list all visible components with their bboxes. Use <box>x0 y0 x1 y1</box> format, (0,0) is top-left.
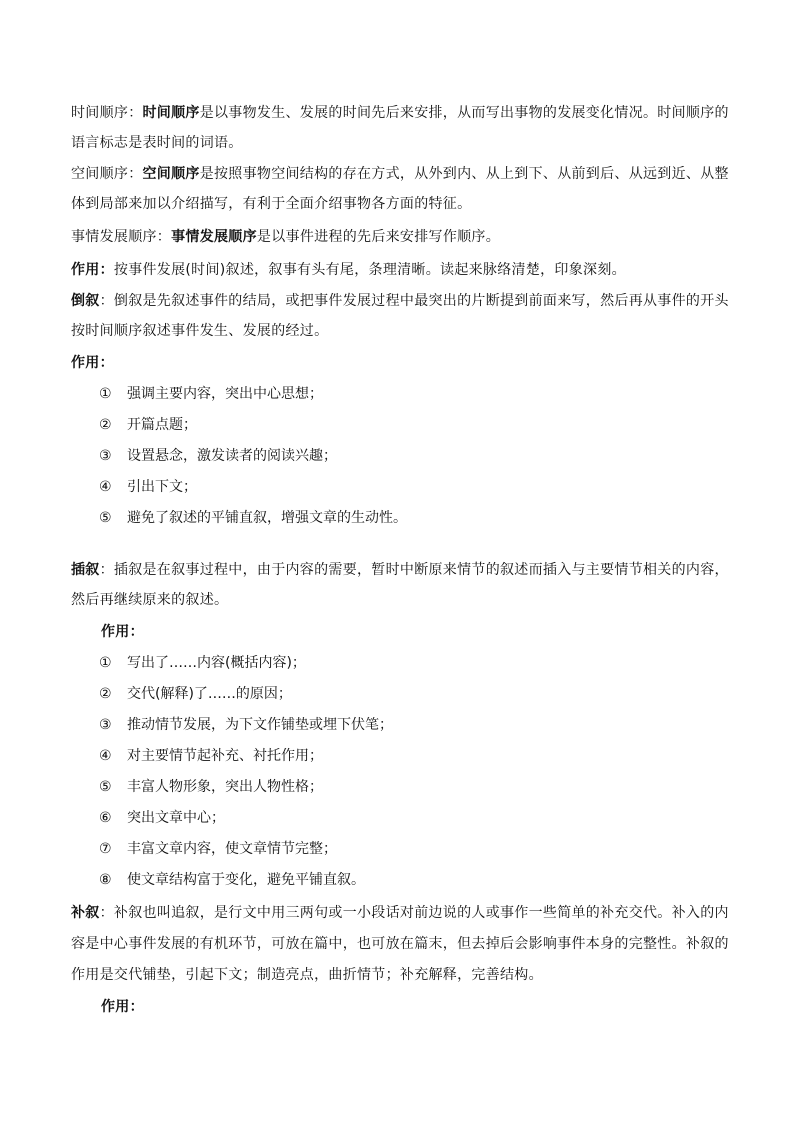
time-order-paragraph <box>71 103 729 123</box>
supplement-line-3: 作用是交代铺垫，引起下文；制造亮点，曲折情节；补充解释，完善结构。 <box>71 967 543 983</box>
interpolation-line-2: 然后再继续原来的叙述。 <box>71 592 229 608</box>
list-item-number: ⑤ <box>99 510 112 526</box>
list-item-text: 开篇点题； <box>127 417 197 433</box>
interpolation-paragraph <box>71 560 729 580</box>
list-item-number: ② <box>99 417 112 433</box>
list-item-number: ① <box>99 386 112 402</box>
list-item-number: ② <box>99 686 112 702</box>
list-item-text: 丰富人物形象，突出人物性格； <box>127 779 323 795</box>
list-item <box>99 808 225 828</box>
space-order-text: 是按照事物空间结构的存在方式，从外到内、从上到下、从前到后、从远到近、从整 <box>199 166 729 182</box>
list-item-number: ⑥ <box>99 810 112 826</box>
supplement-term: 补叙 <box>71 905 100 921</box>
list-item-text: 推动情节发展，为下文作铺垫或埋下伏笔； <box>127 717 393 733</box>
list-item-number: ④ <box>99 479 112 495</box>
time-order-prefix: 时间顺序： <box>71 105 143 121</box>
list-item <box>99 415 197 435</box>
space-order-line-2: 体到局部来加以介绍描写，有利于全面介绍事物各方面的特征。 <box>71 196 472 212</box>
list-item-text: 引出下文； <box>127 479 197 495</box>
event-order-prefix: 事情发展顺序： <box>71 229 172 245</box>
space-order-paragraph <box>71 164 729 184</box>
event-effect-label: 作用： <box>71 262 114 278</box>
list-item-number: ⑧ <box>99 872 112 888</box>
flashback-term: 倒叙 <box>71 293 100 309</box>
event-effect-paragraph <box>71 260 626 280</box>
list-item <box>99 715 393 735</box>
flashback-effect-label: 作用： <box>71 355 114 371</box>
list-item-number: ③ <box>99 717 112 733</box>
list-item <box>99 746 323 766</box>
list-item-text: 突出文章中心； <box>127 810 225 826</box>
space-order-term: 空间顺序 <box>142 166 200 182</box>
supplement-text: ：补叙也叫追叙，是行文中用三两句或一小段话对前边说的人或事作一些简单的补充交代。补入的内 <box>99 905 729 921</box>
list-item <box>99 653 306 673</box>
list-item-text: 写出了……内容(概括内容)； <box>127 655 306 671</box>
event-order-paragraph <box>71 227 500 247</box>
list-item-text: 对主要情节起补充、衬托作用； <box>127 748 323 764</box>
list-item-number: ④ <box>99 748 112 764</box>
time-order-text: 是以事物发生、发展的时间先后来安排，从而写出事物的发展变化情况。时间顺序的 <box>199 105 729 121</box>
list-item <box>99 384 323 404</box>
list-item-number: ① <box>99 655 112 671</box>
list-item <box>99 839 337 859</box>
list-item-text: 交代(解释)了……的原因； <box>127 686 292 702</box>
space-order-prefix: 空间顺序： <box>71 166 143 182</box>
list-item <box>99 446 337 466</box>
event-order-term: 事情发展顺序 <box>171 229 257 245</box>
flashback-paragraph <box>71 291 729 311</box>
flashback-line-2: 按时间顺序叙述事件发生、发展的经过。 <box>71 323 329 339</box>
supplement-paragraph <box>71 903 729 923</box>
list-item <box>99 870 365 890</box>
event-effect-text: 按事件发展(时间)叙述，叙事有头有尾，条理清晰。读起来脉络清楚，印象深刻。 <box>113 262 626 278</box>
flashback-text: ：倒叙是先叙述事件的结局，或把事件发展过程中最突出的片断提到前面来写，然后再从事件的开头 <box>99 293 729 309</box>
list-item <box>99 777 323 797</box>
list-item-number: ⑤ <box>99 779 112 795</box>
list-item <box>99 684 292 704</box>
time-order-line-2: 语言标志是表时间的词语。 <box>71 135 243 151</box>
supplement-line-2: 容是中心事件发展的有机环节，可放在篇中，也可放在篇末，但去掉后会影响事件本身的完整性。补叙的 <box>71 936 729 952</box>
list-item-number: ⑦ <box>99 841 112 857</box>
list-item-text: 使文章结构富于变化，避免平铺直叙。 <box>127 872 365 888</box>
interpolation-term: 插叙 <box>71 562 100 578</box>
list-item-number: ③ <box>99 448 112 464</box>
time-order-term: 时间顺序 <box>142 105 200 121</box>
supplement-effect-label: 作用： <box>101 999 144 1015</box>
list-item-text: 避免了叙述的平铺直叙，增强文章的生动性。 <box>127 510 407 526</box>
list-item-text: 设置悬念，激发读者的阅读兴趣； <box>127 448 337 464</box>
list-item-text: 强调主要内容，突出中心思想； <box>127 386 323 402</box>
list-item <box>99 477 197 497</box>
interpolation-effect-label: 作用： <box>101 624 144 640</box>
list-item <box>99 508 407 528</box>
list-item-text: 丰富文章内容，使文章情节完整； <box>127 841 337 857</box>
event-order-text: 是以事件进程的先后来安排写作顺序。 <box>256 229 501 245</box>
interpolation-text: ：插叙是在叙事过程中，由于内容的需要，暂时中断原来情节的叙述而插入与主要情节相关的内容， <box>99 562 729 578</box>
